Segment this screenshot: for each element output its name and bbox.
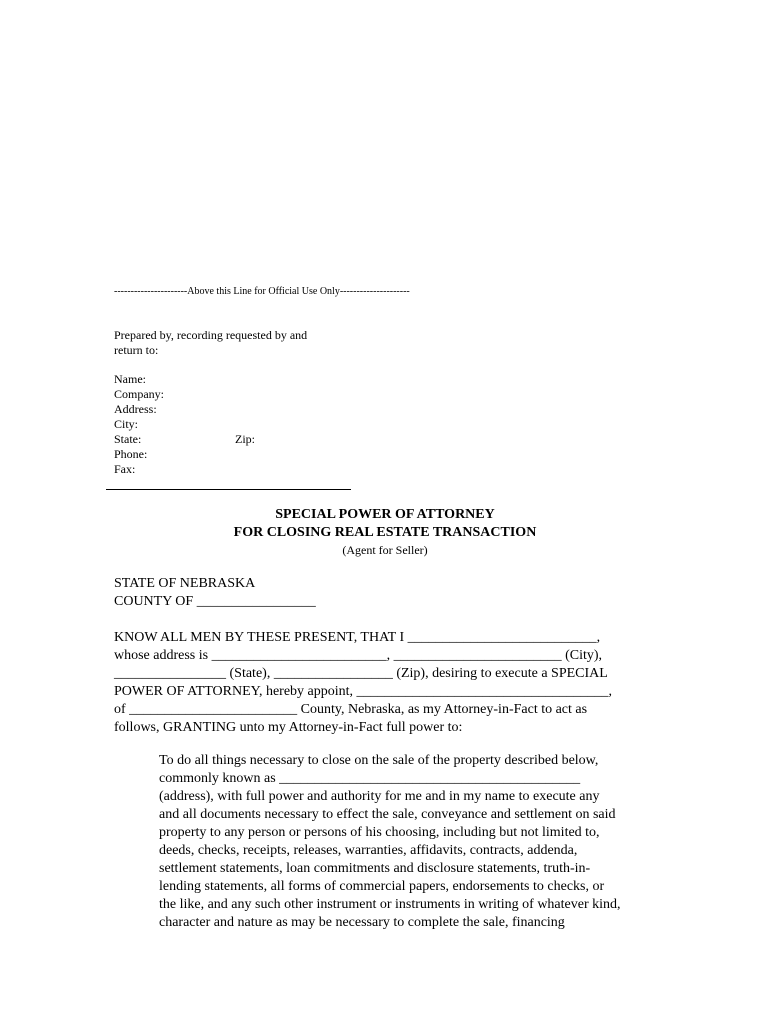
document-title-line-2: FOR CLOSING REAL ESTATE TRANSACTION — [233, 525, 537, 540]
powers-line: To do all things necessary to close on the sale of the property described below, — [159, 753, 599, 768]
powers-line: (address), with full power and authority for me and in my name to execute any — [159, 789, 600, 804]
divider-rule — [106, 489, 351, 490]
name-field-label: Name: — [114, 372, 146, 386]
know-all-line: whose address is _________________________, ________________________ (City), — [114, 648, 603, 663]
zip-field-label: Zip: — [235, 432, 255, 446]
powers-line: character and nature as may be necessary to complete the sale, financing — [159, 915, 565, 930]
know-all-line: of ________________________ County, Nebraska, as my Attorney-in-Fact to act as — [114, 702, 588, 717]
fax-field-label: Fax: — [114, 462, 136, 476]
know-all-line: ________________ (State), _________________ (Zip), desiring to execute a SPECIAL — [114, 666, 608, 681]
powers-line: deeds, checks, receipts, releases, warranties, affidavits, contracts, addenda, — [159, 843, 578, 858]
know-all-line: POWER OF ATTORNEY, hereby appoint, ____________________________________, — [114, 684, 613, 699]
know-all-line: follows, GRANTING unto my Attorney-in-Fact full power to: — [114, 720, 463, 735]
powers-line: lending statements, all forms of commercial papers, endorsements to checks, or — [159, 879, 605, 894]
powers-line: property to any person or persons of his choosing, including but not limited to, — [159, 825, 600, 840]
phone-field-label: Phone: — [114, 447, 148, 461]
venue-state: STATE OF NEBRASKA — [114, 576, 256, 591]
venue-block — [114, 575, 316, 611]
document-title: SPECIAL POWER OF ATTORNEY — [275, 507, 495, 522]
know-all-paragraph — [114, 629, 612, 737]
prepared-by-block — [114, 328, 344, 358]
know-all-line: KNOW ALL MEN BY THESE PRESENT, THAT I ___________________________, — [114, 630, 601, 645]
state-field-label: State: — [114, 432, 142, 446]
official-use-line: ----------------------Above this Line for Official Use Only--------------------- — [114, 286, 410, 297]
company-field-label: Company: — [114, 387, 164, 401]
return-to-fields — [114, 372, 255, 477]
powers-line: settlement statements, loan commitments and disclosure statements, truth-in- — [159, 861, 591, 876]
powers-line: the like, and any such other instrument or instruments in writing of whatever kind, — [159, 897, 621, 912]
powers-line: and all documents necessary to effect the sale, conveyance and settlement on said — [159, 807, 616, 822]
address-field-label: Address: — [114, 402, 157, 416]
city-field-label: City: — [114, 417, 139, 431]
prepared-by-line-1: Prepared by, recording requested by and — [114, 328, 308, 342]
venue-county: COUNTY OF _________________ — [114, 594, 316, 609]
powers-paragraph — [159, 752, 621, 932]
prepared-by-line-2: return to: — [114, 343, 159, 357]
document-subtitle: (Agent for Seller) — [342, 543, 428, 557]
powers-line: commonly known as ___________________________________________ — [159, 771, 581, 786]
